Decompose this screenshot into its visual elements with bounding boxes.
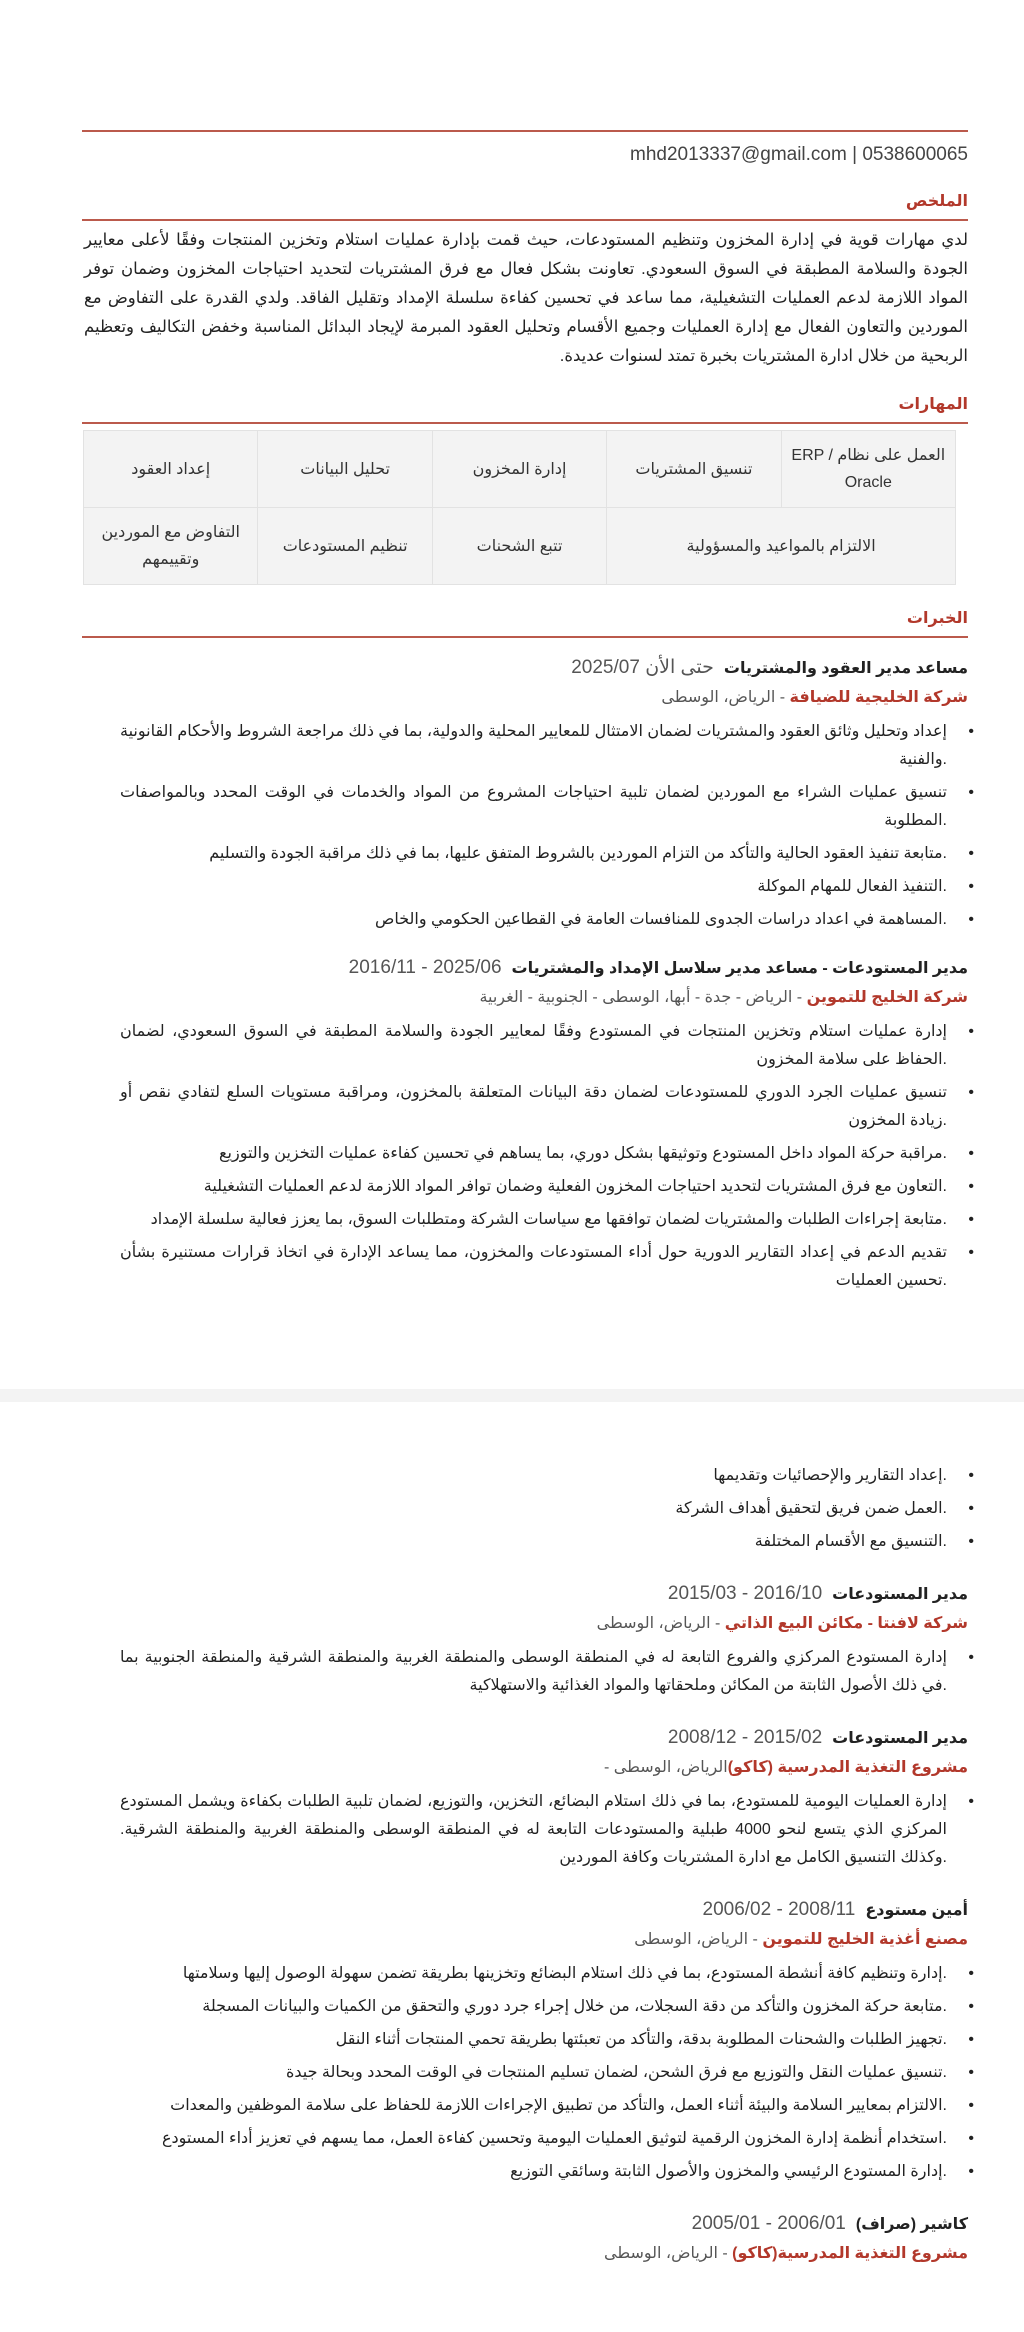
skill-cell: إدارة المخزون xyxy=(432,431,606,508)
job-header xyxy=(82,954,968,983)
job-bullet-text: • تجهيز الطلبات والشحنات المطلوبة بدقة، والتأكد من تعبئتها بطريقة تحمي المنتجات أثناء النقل. xyxy=(335,2031,947,2048)
company-name: مصنع أغذية الخليج للتموين xyxy=(762,1931,968,1948)
job-bullet-text: • الالتزام بمعايير السلامة والبيئة أثناء العمل، والتأكد من تطبيق الإجراءات اللازمة للحفاظ على سلامة الموظفين والمعدات. xyxy=(170,2097,947,2114)
job-bullet xyxy=(120,1960,947,1988)
company-location: - الرياض، الوسطى xyxy=(634,1931,763,1948)
skills-row xyxy=(84,431,956,508)
job-dates: 2016/11 - 2025/06 xyxy=(348,957,502,978)
job-bullet-text: • تنسيق عمليات الجرد الدوري للمستودعات لضمان دقة البيانات المتعلقة بالمخزون، ومراقبة مستويات السلع لتفادي نقص أو زيادة المخزون. xyxy=(120,1084,948,1129)
section-divider xyxy=(82,422,968,424)
job-dates: 2005/01 - 2006/01 xyxy=(691,2213,846,2234)
resume-page-2 xyxy=(0,1402,1024,2332)
company-location: - الرياض - جدة - أبها، الوسطى - الجنوبية - الغربية xyxy=(479,989,807,1006)
job-bullet-text: • مراقبة حركة المواد داخل المستودع وتوثيقها بشكل دوري، بما يساهم في تحسين كفاءة عمليات التخزين والتوزيع. xyxy=(219,1145,947,1162)
skills-heading: المهارات xyxy=(898,396,968,413)
job-bullet-text: • التنسيق مع الأقسام المختلفة. xyxy=(754,1533,947,1550)
experience-list-continued xyxy=(82,1580,968,2268)
job-bullet-text: • متابعة حركة المخزون والتأكد من دقة السجلات، من خلال إجراء جرد دوري والتحقق من الكميات والبيانات المسجلة. xyxy=(202,1998,947,2015)
job-bullet xyxy=(120,1239,947,1295)
job-bullet-text: • استخدام أنظمة إدارة المخزون الرقمية لتوثيق العمليات اليومية وتحسين كفاءة العمل، مما يسهم في تعزيز أداء المستودع. xyxy=(161,2130,947,2147)
skill-cell: إعداد العقود xyxy=(84,431,258,508)
job-title: مدير المستودعات xyxy=(832,1586,968,1603)
experience-list xyxy=(82,654,968,1295)
job-bullets xyxy=(82,718,968,934)
job-bullet-text: • تنسيق عمليات النقل والتوزيع مع فرق الشحن، لضمان تسليم المنتجات في الوقت المحدد وبحالة جيدة. xyxy=(285,2064,947,2081)
job-bullet-text: • إدارة المستودع الرئيسي والمخزون والأصول الثابتة وسائقي التوزيع. xyxy=(510,2163,947,2180)
job-header xyxy=(82,2210,968,2239)
job-header xyxy=(82,1580,968,1609)
job-bullet xyxy=(120,2059,947,2087)
page-2-content xyxy=(82,1462,968,2268)
skill-cell: الالتزام بالمواعيد والمسؤولية xyxy=(607,508,956,585)
job-bullet-text: • إدارة وتنظيم كافة أنشطة المستودع، بما في ذلك استلام البضائع وتخزينها بطريقة تضمن سهولة الوصول إليها وسلامتها. xyxy=(182,1965,947,1982)
skill-cell: تحليل البيانات xyxy=(258,431,432,508)
page-1-content xyxy=(82,130,968,1300)
job-company-line xyxy=(82,684,968,712)
job-bullet-text: • تنسيق عمليات الشراء مع الموردين لضمان تلبية احتياجات المشروع من المواد والخدمات في الوقت المحدد وبالمواصفات المطلوبة. xyxy=(120,784,947,829)
job-bullet xyxy=(120,1018,947,1074)
job-bullet xyxy=(120,1140,947,1168)
section-divider xyxy=(82,636,968,638)
job-bullet xyxy=(120,1644,947,1700)
job-bullets-continued xyxy=(82,1462,968,1556)
job-bullet xyxy=(120,718,947,774)
job-title: مدير المستودعات xyxy=(832,1730,968,1747)
skill-cell: التفاوض مع الموردين وتقييمهم xyxy=(84,508,258,585)
company-name: مشروع التغذية المدرسية(كاكو) xyxy=(732,2245,968,2262)
job-dates: 2015/03 - 2016/10 xyxy=(667,1583,823,1604)
job-header xyxy=(82,1896,968,1925)
job-title: كاشير (صراف) xyxy=(855,2216,968,2233)
job-bullet-text: • التنفيذ الفعال للمهام الموكلة. xyxy=(757,878,947,895)
job-bullet xyxy=(120,840,947,868)
job-bullet xyxy=(120,1788,947,1872)
company-location: - الرياض، الوسطى xyxy=(661,689,790,706)
job-bullet xyxy=(120,2092,947,2120)
page-break xyxy=(0,1389,1024,1402)
job-dates: 2025/07 حتى الأن xyxy=(571,657,714,678)
job-title: مساعد مدير العقود والمشتريات xyxy=(723,660,968,677)
job-header xyxy=(82,1724,968,1753)
company-name: شركة الخليجية للضيافة xyxy=(789,689,968,706)
job-entry xyxy=(82,2210,968,2268)
job-entry xyxy=(82,954,968,1295)
job-bullet xyxy=(120,1206,947,1234)
job-bullet xyxy=(120,1173,947,1201)
header-divider xyxy=(82,130,968,132)
job-bullets xyxy=(82,1960,968,2186)
job-entry xyxy=(82,1896,968,2186)
skill-cell: تنظيم المستودعات xyxy=(258,508,432,585)
company-name: مشروع التغذية المدرسية (كاكو) xyxy=(727,1759,968,1776)
company-name: شركة الخليج للتموين xyxy=(806,989,968,1006)
job-company-line xyxy=(82,1754,968,1782)
job-bullet xyxy=(120,779,947,835)
skill-cell: العمل على نظام ERP / Oracle xyxy=(781,431,955,508)
job-bullet xyxy=(120,906,947,934)
job-bullet xyxy=(120,2125,947,2153)
job-bullet-text: • إدارة العمليات اليومية للمستودع، بما في ذلك استلام البضائع، التخزين، والتوزيع، لضمان تلبية الطلبات بكفاءة ويشمل المستودع المركزي الذي يتسع لنحو 4000 طبلية والمستودعات التابعة له في المنطقة الوسطى والمنطقة الغربية والمنطقة الشرقية. وكذلك التنسيق الكامل مع ادارة المشتريات وكافة الموردين. xyxy=(120,1793,947,1866)
job-bullet-text: • العمل ضمن فريق لتحقيق أهداف الشركة. xyxy=(675,1500,947,1517)
job-bullet xyxy=(120,1993,947,2021)
company-location: - الرياض، الوسطى xyxy=(604,2245,733,2262)
job-company-line xyxy=(82,1610,968,1638)
company-location: الرياض، الوسطى - xyxy=(604,1759,728,1776)
job-entry xyxy=(82,1580,968,1700)
skills-table xyxy=(83,430,956,585)
job-bullet-text: • التعاون مع فرق المشتريات لتحديد احتياجات المخزون الفعلية وضمان توافر المواد اللازمة لدعم العمليات التشغيلية. xyxy=(203,1178,947,1195)
summary-heading: الملخص xyxy=(905,193,968,210)
skill-cell: تتبع الشحنات xyxy=(432,508,606,585)
job-dates: 2008/12 - 2015/02 xyxy=(667,1727,823,1748)
job-company-line xyxy=(82,984,968,1012)
company-name: شركة لافنتا - مكائن البيع الذاتي xyxy=(724,1615,968,1632)
job-bullets xyxy=(82,1788,968,1872)
job-header xyxy=(82,654,968,683)
job-bullet-text: • متابعة تنفيذ العقود الحالية والتأكد من التزام الموردين بالشروط المتفق عليها، بما في ذلك مراقبة الجودة والتسليم. xyxy=(209,845,947,862)
job-bullet-text: • إدارة عمليات استلام وتخزين المنتجات في المستودع وفقًا لمعايير الجودة والسلامة المطبقة في السوق السعودي، لضمان الحفاظ على سلامة المخزون. xyxy=(120,1023,947,1068)
skills-row xyxy=(84,508,956,585)
job-bullet xyxy=(120,2158,947,2186)
experience-heading: الخبرات xyxy=(906,610,968,627)
job-bullet-text: • المساهمة في اعداد دراسات الجدوى للمنافسات العامة في القطاعين الحكومي والخاص. xyxy=(374,911,947,928)
job-bullet xyxy=(120,873,947,901)
job-bullets xyxy=(82,1644,968,1700)
section-divider xyxy=(82,219,968,221)
job-title: مدير المستودعات - مساعد مدير سلاسل الإمداد والمشتريات xyxy=(511,960,968,977)
summary-text xyxy=(82,226,968,371)
job-bullet-text: • تقديم الدعم في إعداد التقارير الدورية حول أداء المستودعات والمخزون، مما يساعد الإدارة في اتخاذ قرارات مستنيرة بشأن تحسين العمليات. xyxy=(120,1244,947,1289)
job-entry xyxy=(82,1724,968,1872)
job-entry xyxy=(82,654,968,934)
company-location: - الرياض، الوسطى xyxy=(596,1615,725,1632)
job-company-line xyxy=(82,2240,968,2268)
summary-paragraph: لدي مهارات قوية في إدارة المخزون وتنظيم المستودعات، حيث قمت بإدارة عمليات استلام وتخزين المنتجات وفقًا لأعلى معايير الجودة والسلامة المطبقة في السوق السعودي. تعاونت بشكل فعال مع فرق المشتريات لتحديد احتياجات المخزون وضمان توفر المواد اللازمة لدعم العمليات التشغيلية، مما ساعد في تحسين كفاءة سلسلة الإمداد وتقليل الفاقد. ولدي القدرة على التفاوض مع الموردين والتعاون الفعال مع إدارة العمليات وجميع الأقسام وتحليل العقود المبرمة لإيجاد البدائل المناسبة وخفض التكاليف وتعظيم الربحية من خلال ادارة المشتريات بخبرة تمتد لسنوات عديدة. xyxy=(84,231,968,365)
job-bullet xyxy=(120,1495,947,1523)
job-title: أمين مستودع xyxy=(865,1902,968,1919)
job-bullet-text: • إعداد التقارير والإحصائيات وتقديمها. xyxy=(713,1467,947,1484)
job-bullets xyxy=(82,1018,968,1295)
job-bullet xyxy=(120,2026,947,2054)
job-bullet xyxy=(120,1079,947,1135)
job-dates: 2006/02 - 2008/11 xyxy=(702,1899,856,1920)
skill-cell: تنسيق المشتريات xyxy=(607,431,781,508)
job-bullet xyxy=(120,1462,947,1490)
job-bullet xyxy=(120,1528,947,1556)
job-bullet-text: • متابعة إجراءات الطلبات والمشتريات لضمان توافقها مع سياسات الشركة ومتطلبات السوق، بما يعزز فعالية سلسلة الإمداد. xyxy=(150,1211,947,1228)
job-bullet-text: • إدارة المستودع المركزي والفروع التابعة له في المنطقة الوسطى والمنطقة الغربية والمنطقة الشرقية والمنطقة الجنوبية بما في ذلك الأصول الثابتة من المكائن وملحقاتها والمواد الغذائية والاستهلاكية. xyxy=(120,1649,947,1694)
contact-info: mhd2013337@gmail.com | 0538600065 xyxy=(630,144,968,165)
job-company-line xyxy=(82,1926,968,1954)
job-bullet-text: • إعداد وتحليل وثائق العقود والمشتريات لضمان الامتثال للمعايير المحلية والدولية، بما في ذلك مراجعة الشروط والأحكام القانونية والفنية. xyxy=(120,723,947,768)
